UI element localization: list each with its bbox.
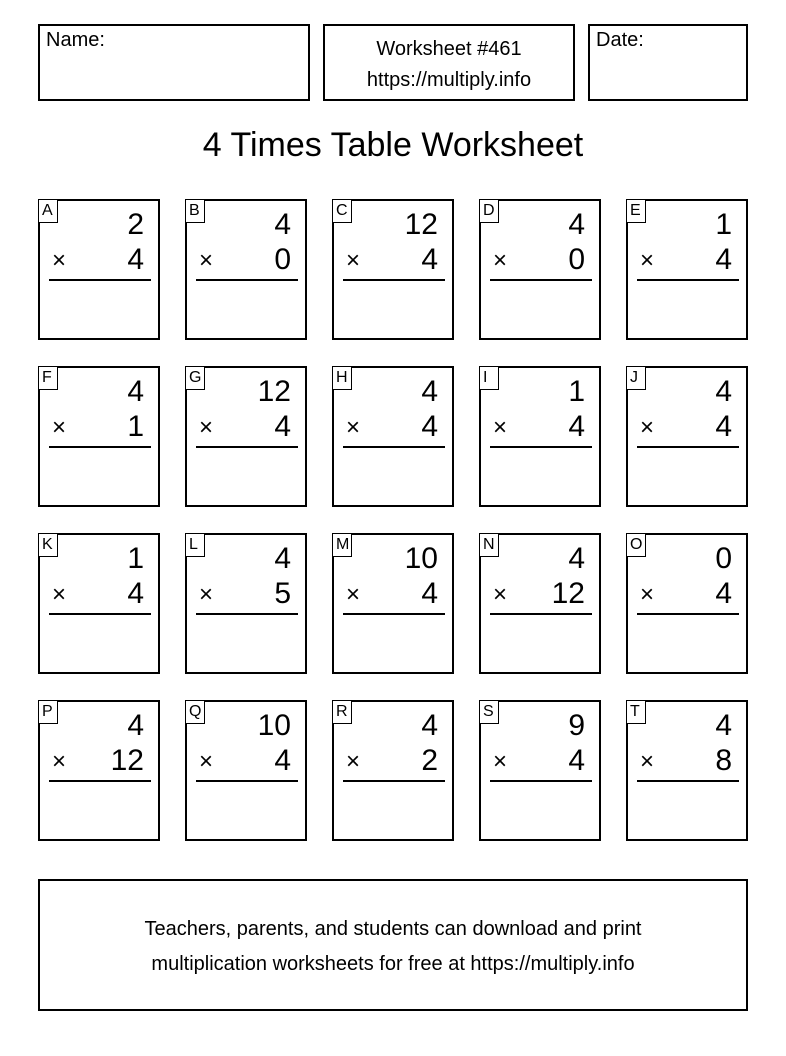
answer-line	[637, 279, 739, 281]
answer-line	[490, 446, 592, 448]
multiplicand: 4	[715, 375, 732, 408]
problem-card	[332, 533, 454, 674]
problem-card	[332, 700, 454, 841]
multiplicand: 4	[715, 709, 732, 742]
problem-letter: E	[626, 199, 646, 223]
worksheet-number: Worksheet #461	[376, 38, 522, 60]
multiplicand: 4	[421, 709, 438, 742]
multiplicand: 1	[568, 375, 585, 408]
multiplicand: 2	[127, 208, 144, 241]
multiplicand: 10	[404, 542, 438, 575]
multiplier: 0	[568, 243, 585, 276]
answer-line	[49, 780, 151, 782]
multiplier: 2	[421, 744, 438, 777]
problem-letter: I	[479, 366, 499, 390]
problem-card	[626, 700, 748, 841]
problem-letter: G	[185, 366, 205, 390]
multiply-sign: ×	[346, 748, 361, 775]
problem-card	[479, 366, 601, 507]
multiplier: 4	[274, 410, 291, 443]
answer-line	[49, 613, 151, 615]
problem-letter: O	[626, 533, 646, 557]
problem-card	[38, 700, 160, 841]
multiply-sign: ×	[52, 581, 67, 608]
multiplier: 4	[715, 410, 732, 443]
multiplier: 5	[274, 577, 291, 610]
multiplier: 4	[274, 744, 291, 777]
answer-line	[490, 780, 592, 782]
multiplicand: 9	[568, 709, 585, 742]
problem-letter: H	[332, 366, 352, 390]
problem-card	[185, 700, 307, 841]
problem-letter: N	[479, 533, 499, 557]
answer-line	[196, 446, 298, 448]
multiplicand: 4	[127, 709, 144, 742]
multiplier: 1	[127, 410, 144, 443]
answer-line	[490, 279, 592, 281]
answer-line	[343, 279, 445, 281]
problem-card	[626, 533, 748, 674]
footer-line-1: Teachers, parents, and students can download and print	[144, 918, 642, 940]
problem-card	[626, 199, 748, 340]
multiply-sign: ×	[640, 581, 655, 608]
problem-letter: D	[479, 199, 499, 223]
problem-letter: K	[38, 533, 58, 557]
multiplier: 4	[421, 243, 438, 276]
multiplier: 12	[110, 744, 144, 777]
answer-line	[490, 613, 592, 615]
multiply-sign: ×	[346, 414, 361, 441]
name-box[interactable]	[38, 24, 310, 101]
problem-letter: R	[332, 700, 352, 724]
multiply-sign: ×	[346, 247, 361, 274]
problem-letter: B	[185, 199, 205, 223]
answer-line	[196, 613, 298, 615]
multiply-sign: ×	[640, 414, 655, 441]
multiplicand: 1	[715, 208, 732, 241]
problem-letter: Q	[185, 700, 205, 724]
problem-card	[38, 366, 160, 507]
multiply-sign: ×	[199, 581, 214, 608]
multiply-sign: ×	[493, 247, 508, 274]
multiplicand: 12	[404, 208, 438, 241]
multiplier: 4	[568, 744, 585, 777]
problem-letter: C	[332, 199, 352, 223]
problem-card	[185, 199, 307, 340]
problem-card	[332, 199, 454, 340]
worksheet-info-box	[323, 24, 575, 101]
problem-letter: L	[185, 533, 205, 557]
multiply-sign: ×	[493, 414, 508, 441]
multiplicand: 12	[257, 375, 291, 408]
multiplicand: 4	[568, 542, 585, 575]
multiplier: 4	[715, 243, 732, 276]
multiply-sign: ×	[493, 748, 508, 775]
multiplier: 8	[715, 744, 732, 777]
multiplier: 4	[715, 577, 732, 610]
problem-letter: J	[626, 366, 646, 390]
multiply-sign: ×	[199, 748, 214, 775]
answer-line	[196, 780, 298, 782]
multiplicand: 1	[127, 542, 144, 575]
date-label: Date:	[596, 29, 644, 51]
answer-line	[637, 446, 739, 448]
answer-line	[343, 780, 445, 782]
footer-box	[38, 879, 748, 1011]
problem-card	[185, 366, 307, 507]
problem-card	[38, 199, 160, 340]
multiplicand: 4	[421, 375, 438, 408]
problem-letter: F	[38, 366, 58, 390]
answer-line	[343, 446, 445, 448]
multiplicand: 4	[274, 208, 291, 241]
name-label: Name:	[46, 29, 105, 51]
multiplier: 4	[127, 243, 144, 276]
multiply-sign: ×	[199, 247, 214, 274]
answer-line	[637, 780, 739, 782]
multiply-sign: ×	[493, 581, 508, 608]
answer-line	[49, 446, 151, 448]
problem-letter: M	[332, 533, 352, 557]
multiply-sign: ×	[346, 581, 361, 608]
multiply-sign: ×	[640, 247, 655, 274]
problem-letter: T	[626, 700, 646, 724]
page-title: 4 Times Table Worksheet	[202, 126, 584, 164]
multiplicand: 4	[127, 375, 144, 408]
multiplicand: 4	[274, 542, 291, 575]
multiplier: 12	[551, 577, 585, 610]
multiplier: 4	[568, 410, 585, 443]
multiplier: 4	[421, 577, 438, 610]
date-box[interactable]	[588, 24, 748, 101]
problem-card	[479, 199, 601, 340]
problem-letter: P	[38, 700, 58, 724]
problem-letter: A	[38, 199, 58, 223]
multiplier: 0	[274, 243, 291, 276]
answer-line	[637, 613, 739, 615]
multiplier: 4	[421, 410, 438, 443]
problem-card	[626, 366, 748, 507]
problem-card	[185, 533, 307, 674]
problem-card	[38, 533, 160, 674]
multiply-sign: ×	[52, 247, 67, 274]
answer-line	[49, 279, 151, 281]
footer-line-2: multiplication worksheets for free at https://multiply.info	[151, 953, 635, 975]
multiplicand: 4	[568, 208, 585, 241]
multiplicand: 10	[257, 709, 291, 742]
multiply-sign: ×	[199, 414, 214, 441]
problem-card	[479, 533, 601, 674]
worksheet-url: https://multiply.info	[366, 69, 532, 91]
multiplier: 4	[127, 577, 144, 610]
multiplicand: 0	[715, 542, 732, 575]
multiply-sign: ×	[640, 748, 655, 775]
answer-line	[196, 279, 298, 281]
answer-line	[343, 613, 445, 615]
multiply-sign: ×	[52, 748, 67, 775]
multiply-sign: ×	[52, 414, 67, 441]
problem-letter: S	[479, 700, 499, 724]
problem-card	[479, 700, 601, 841]
problem-card	[332, 366, 454, 507]
